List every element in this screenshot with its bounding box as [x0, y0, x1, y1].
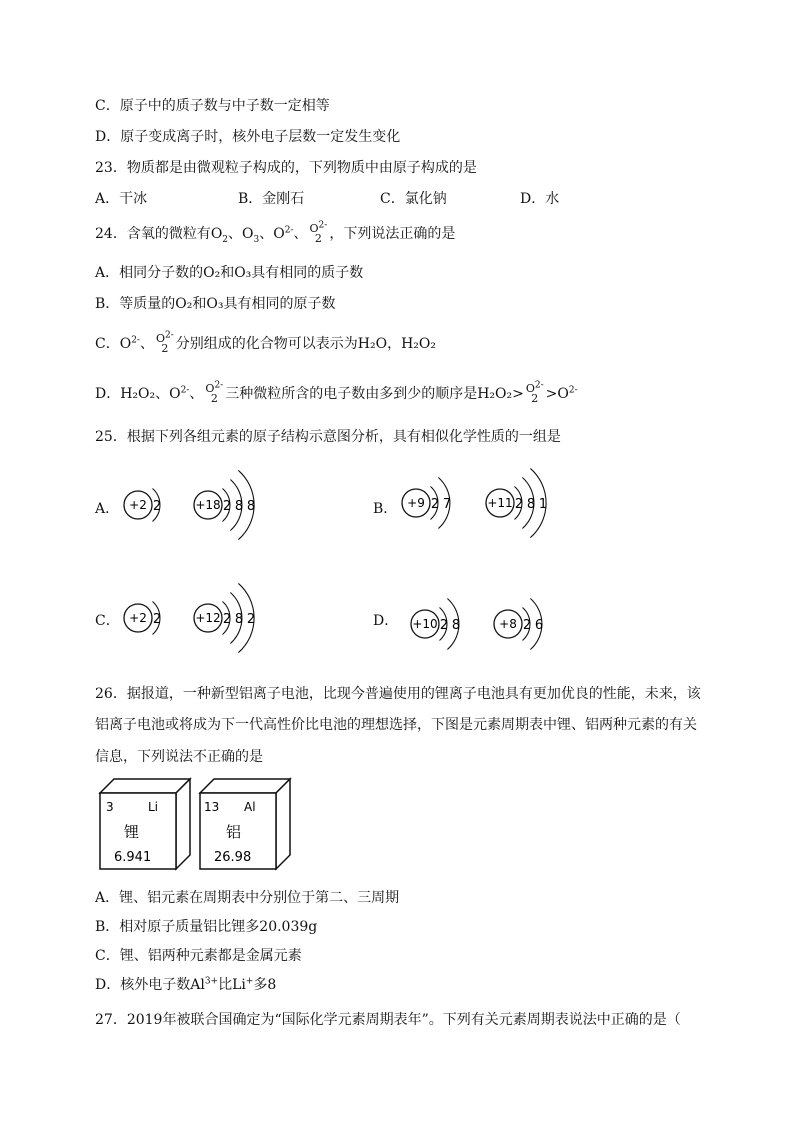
- q24c-sup: 2-: [131, 335, 140, 346]
- element-cards: [98, 775, 328, 875]
- q24-peroxide-sub: 2: [314, 232, 322, 245]
- electron-shell-arc: [230, 480, 242, 531]
- li-mass: 6.941: [114, 850, 152, 865]
- electron-shell-arc: [238, 583, 254, 652]
- shell-electron-count: 2: [430, 497, 440, 512]
- diagram-c-label: C．: [95, 613, 120, 629]
- q23-option-b: B．金刚石: [238, 191, 305, 207]
- shell-electron-count: 2: [439, 618, 449, 633]
- atom-a-1: [124, 489, 161, 522]
- q24d-peroxide-sub-2: 2: [531, 392, 539, 405]
- diagram-d-label: D．: [373, 613, 399, 629]
- al-number: 13: [204, 800, 220, 814]
- nucleus-charge: +2: [129, 611, 147, 625]
- option-c-text: C．原子中的质子数与中子数一定相等: [95, 98, 330, 114]
- shell-electron-count: 7: [442, 497, 452, 512]
- element-card-al: [200, 779, 290, 869]
- q24-option-d: [95, 380, 578, 405]
- shell-electron-count: 8: [234, 499, 244, 514]
- electron-shell-arc: [431, 487, 438, 520]
- atom-a-2: [194, 470, 255, 539]
- q26-option-c: C．锂、铝两种元素都是金属元素: [95, 948, 302, 964]
- shell-electron-count: 8: [246, 499, 256, 514]
- q24-prefix: 24．含氧的微粒有O: [95, 226, 223, 242]
- q24d-sup-end: 2-: [568, 385, 578, 396]
- li-name: 锂: [124, 823, 140, 841]
- q24c-peroxide-ion: $O^{2-}$ 2: [155, 330, 174, 355]
- electron-shell-arc: [153, 489, 160, 522]
- q23-option-a: A．干冰: [95, 191, 148, 207]
- electron-shell-arc: [230, 593, 242, 644]
- question-23: 23．物质都是由微观粒子构成的，下列物质中由原子构成的是: [95, 160, 477, 176]
- q26d-li-charge: +: [245, 976, 254, 987]
- electron-shell-arc: [530, 599, 542, 650]
- electron-shell-arc: [523, 608, 530, 641]
- atom-b-2: [486, 468, 547, 537]
- al-mass: 26.98: [214, 850, 252, 865]
- shell-electron-count: 2: [246, 612, 256, 627]
- q24d-sup: 2-: [180, 385, 190, 396]
- shell-electron-count: 2: [152, 499, 162, 514]
- shell-electron-count: 8: [451, 618, 461, 633]
- electron-shell-arc: [438, 478, 450, 529]
- li-symbol: Li: [148, 800, 159, 814]
- al-name: 铝: [226, 823, 242, 841]
- q24-option-c: [95, 330, 437, 355]
- q24-sep2: 、O: [259, 226, 285, 242]
- q26-option-b: B．相对原子质量铝比锂多20.039g: [95, 919, 318, 935]
- q24d-middle: 三种微粒所含的电子数由多到少的顺序是H₂O₂>: [225, 386, 524, 402]
- shell-electron-count: 2: [222, 499, 232, 514]
- atom-c-2: [194, 583, 255, 652]
- shell-electron-count: 8: [234, 612, 244, 627]
- q24d-peroxide-sub: 2: [210, 392, 218, 405]
- q24d-sep: 、: [189, 386, 204, 402]
- q24-sup-o2minus: 2-: [284, 225, 294, 236]
- electron-shell-arc: [530, 468, 546, 537]
- q24-option-b: B．等质量的O₂和O₃具有相同的原子数: [95, 296, 336, 312]
- q24-peroxide-ion: $O^{2-}$ 2: [309, 220, 328, 245]
- shell-electron-count: 2: [222, 612, 232, 627]
- nucleus-charge: +10: [412, 617, 438, 631]
- shell-electron-count: 2: [152, 612, 162, 627]
- q24c-peroxide-sub: 2: [161, 342, 169, 355]
- electron-shell-arc: [223, 489, 230, 522]
- element-card-li: [100, 779, 190, 869]
- q24-sub-o2: 2: [222, 234, 229, 245]
- electron-shell-arc: [223, 602, 230, 635]
- q26d-suffix: 多8: [253, 977, 277, 993]
- q24d-peroxide-ion: $O^{2-}$ 2: [205, 380, 224, 405]
- q26-option-d: [95, 975, 276, 995]
- nucleus-charge: +18: [195, 498, 221, 512]
- question-24: [95, 220, 456, 245]
- q24-sep3: 、: [293, 226, 308, 242]
- q26d-prefix: D．核外电子数Al: [95, 977, 205, 993]
- q24d-prefix: D．H₂O₂、O: [95, 386, 181, 402]
- electron-shell-arc: [447, 599, 459, 650]
- shell-electron-count: 8: [526, 497, 536, 512]
- nucleus-circle: [124, 491, 152, 519]
- q24c-sep: 、: [139, 336, 154, 352]
- nucleus-charge: +11: [487, 496, 513, 510]
- electron-shell-arc: [522, 478, 534, 529]
- shell-electron-count: 6: [534, 618, 544, 633]
- option-d-text: D．原子变成离子时，核外电子层数一定发生变化: [95, 129, 401, 145]
- li-number: 3: [106, 800, 114, 814]
- q24d-suffix: >O: [545, 386, 569, 402]
- diagram-a-label: A．: [95, 501, 120, 517]
- question-25: 25．根据下列各组元素的原子结构示意图分析，具有相似化学性质的一组是: [95, 429, 561, 445]
- question-26-line1: 26．据报道，一种新型铝离子电池，比现今普遍使用的锂离子电池具有更加优良的性能，未来，该: [95, 686, 701, 702]
- nucleus-circle: [194, 604, 222, 632]
- atom-d-2: [494, 599, 543, 650]
- nucleus-circle: [402, 489, 430, 517]
- electron-shell-arc: [153, 602, 160, 635]
- nucleus-circle: [411, 610, 439, 638]
- q24c-prefix: C．O: [95, 336, 132, 352]
- shell-electron-count: 2: [514, 497, 524, 512]
- atom-b-1: [402, 478, 451, 529]
- nucleus-circle: [486, 489, 514, 517]
- al-symbol: Al: [244, 800, 256, 814]
- atom-d-1: [411, 599, 460, 650]
- diagram-b-label: B．: [373, 501, 398, 517]
- nucleus-circle: [194, 491, 222, 519]
- nucleus-charge: +8: [499, 617, 517, 631]
- nucleus-circle: [124, 604, 152, 632]
- q23-option-d: D．水: [520, 191, 560, 207]
- question-27: 27．2019年被联合国确定为“国际化学元素周期表年”。下列有关元素周期表说法中正确的是（: [95, 1012, 681, 1028]
- q24-peroxide-sup: 2-: [318, 220, 328, 231]
- q24d-peroxide-sup-2: 2-: [534, 380, 544, 391]
- q24c-suffix: 分别组成的化合物可以表示为H₂O，H₂O₂: [175, 336, 437, 352]
- shell-electron-count: 1: [538, 497, 548, 512]
- electron-shell-arc: [440, 608, 447, 641]
- electron-shell-arc: [238, 470, 254, 539]
- q24d-peroxide-ion-2: $O^{2-}$ 2: [525, 380, 544, 405]
- q24d-peroxide-sup: 2-: [214, 380, 224, 391]
- nucleus-charge: +9: [407, 496, 425, 510]
- nucleus-charge: +2: [129, 498, 147, 512]
- shell-electron-count: 2: [522, 618, 532, 633]
- electron-shell-arc: [515, 487, 522, 520]
- q24c-peroxide-sup: 2-: [165, 330, 174, 341]
- nucleus-charge: +12: [195, 611, 221, 625]
- q24-sep1: 、O: [228, 226, 254, 242]
- nucleus-circle: [494, 610, 522, 638]
- question-26-line3: 信息，下列说法不正确的是: [95, 749, 263, 765]
- question-26-line2: 铝离子电池或将成为下一代高性价比电池的理想选择，下图是元素周期表中锂、铝两种元素的有关: [95, 717, 697, 733]
- q24-suffix: ，下列说法正确的是: [329, 226, 456, 242]
- atom-c-1: [124, 602, 161, 635]
- q26d-al-charge: 3+: [204, 976, 219, 987]
- q23-option-c: C．氯化钠: [380, 191, 447, 207]
- q26-option-a: A．锂、铝元素在周期表中分别位于第二、三周期: [95, 890, 400, 906]
- q24-sub-o3: 3: [253, 234, 260, 245]
- q24-option-a: A．相同分子数的O₂和O₃具有相同的质子数: [95, 265, 364, 281]
- q26d-middle: 比Li: [218, 977, 246, 993]
